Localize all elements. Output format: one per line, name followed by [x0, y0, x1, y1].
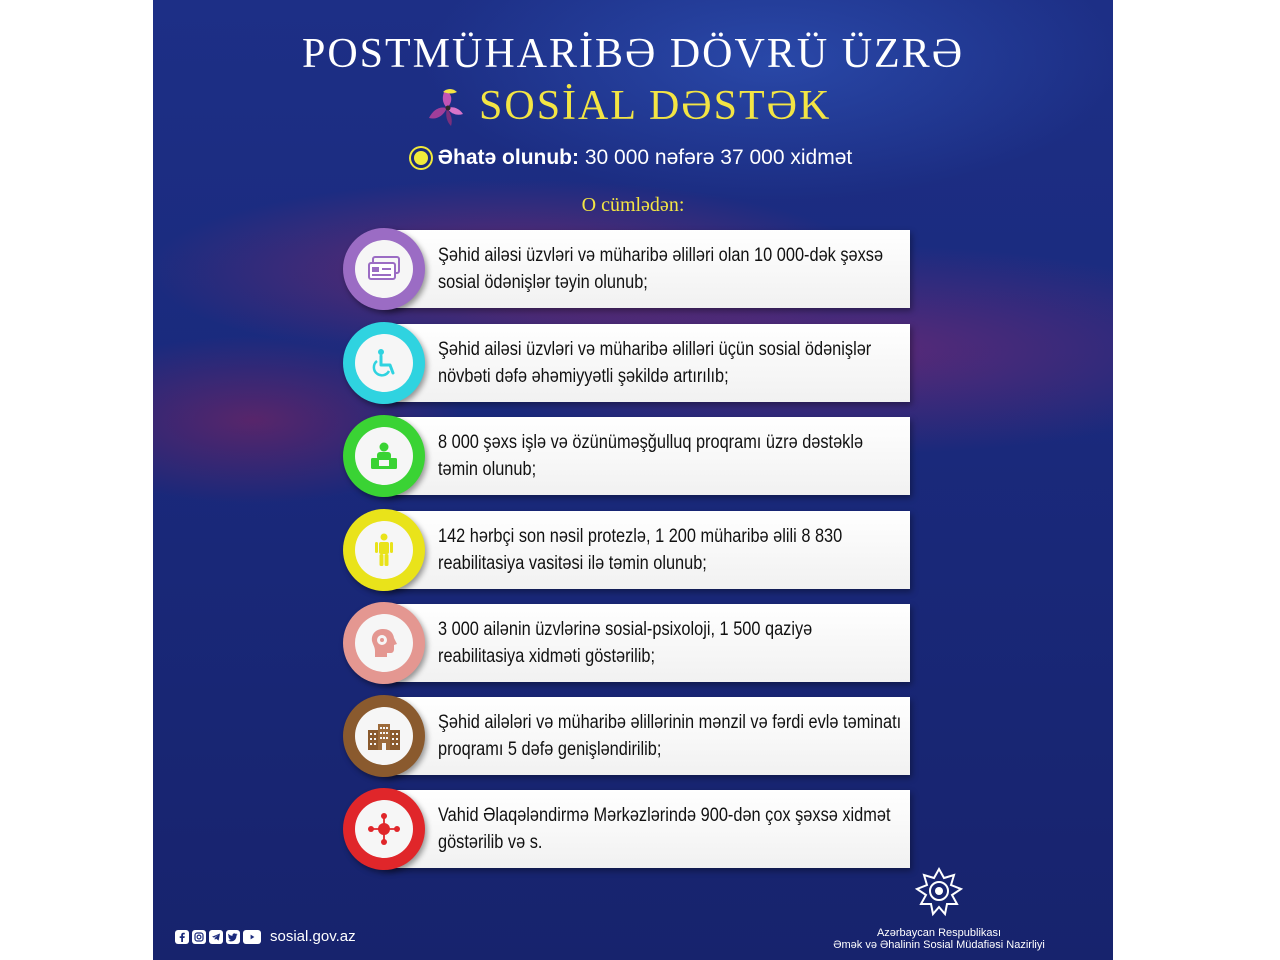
ministry-block: [789, 866, 1089, 951]
facebook-icon[interactable]: [175, 930, 189, 944]
head-brain-icon: [369, 627, 399, 659]
twitter-icon[interactable]: [226, 930, 240, 944]
list-item: [343, 602, 923, 684]
item-icon-circle: [343, 602, 425, 684]
wheelchair-icon: [369, 348, 399, 378]
title-line-2-row: [423, 80, 831, 132]
item-card: [383, 790, 910, 868]
list-item: [343, 788, 923, 870]
ministry-logo-icon: [913, 866, 965, 918]
item-text: Şəhid ailəsi üzvləri və müharibə əlilləri üçün sosial ödənişlər növbəti dəfə əhəmiyyətli şəkildə artırılıb;: [438, 339, 872, 387]
coverage-line: [153, 146, 1113, 170]
item-card: [383, 604, 910, 682]
title-line-2: SOSİAL DƏSTƏK: [479, 83, 832, 129]
person-icon: [374, 533, 394, 567]
item-text: 3 000 ailənin üzvlərinə sosial-psixoloji, 1 500 qaziyə reabilitasiya xidməti göstərilib;: [438, 619, 813, 667]
ministry-line-2: Əmək və Əhalinin Sosial Müdafiəsi Nazirliyi: [833, 939, 1045, 951]
building-icon: [367, 722, 401, 750]
payment-card-icon: [367, 256, 401, 282]
item-text: Şəhid ailəsi üzvləri və müharibə əlilləri olan 10 000-dək şəxsə sosial ödənişlər təyin olunub;: [438, 245, 884, 293]
ministry-line-1: Azərbaycan Respublikası: [876, 927, 1002, 939]
item-text: 8 000 şəxs işlə və özünüməşğulluq proqramı üzrə dəstəklə təmin olunub;: [438, 432, 864, 480]
coverage-value: 30 000 nəfərə 37 000 xidmət: [584, 146, 853, 169]
item-card: [383, 230, 910, 308]
bullet-dot-icon: [414, 151, 428, 165]
telegram-icon[interactable]: [209, 930, 223, 944]
kharibulbul-flower-icon: [423, 84, 467, 128]
item-icon-circle: [343, 322, 425, 404]
item-text: 142 hərbçi son nəsil protezlə, 1 200 müharibə əlili 8 830 reabilitasiya vasitəsi ilə təmin olunub;: [438, 526, 843, 574]
website-link[interactable]: sosial.gov.az: [270, 928, 356, 945]
item-icon-circle: [343, 788, 425, 870]
subtitle: O cümlədən:: [581, 194, 685, 216]
list-item: [343, 509, 923, 591]
youtube-icon[interactable]: [243, 930, 261, 944]
item-icon-circle: [343, 695, 425, 777]
item-card: [383, 697, 910, 775]
poster: [153, 0, 1113, 960]
item-text: Şəhid ailələri və müharibə əlillərinin mənzil və fərdi evlə təminatı proqramı 5 dəfə genişləndirilib;: [438, 712, 902, 760]
item-text: Vahid Əlaqələndirmə Mərkəzlərində 900-dən çox şəxsə xidmət göstərilib və s.: [438, 805, 891, 853]
list-item: [343, 695, 923, 777]
title-line-1: POSTMÜHARİBƏ DÖVRÜ ÜZRƏ: [301, 31, 965, 77]
coverage-label: Əhatə olunub:: [437, 146, 579, 169]
worker-desk-icon: [368, 441, 400, 471]
item-card: [383, 511, 910, 589]
list-item: [343, 228, 923, 310]
item-card: [383, 324, 910, 402]
list-item: [343, 415, 923, 497]
item-icon-circle: [343, 415, 425, 497]
instagram-icon[interactable]: [192, 930, 206, 944]
item-card: [383, 417, 910, 495]
item-icon-circle: [343, 509, 425, 591]
footer-social: [175, 928, 356, 945]
network-hub-icon: [367, 812, 401, 846]
item-icon-circle: [343, 228, 425, 310]
list-item: [343, 322, 923, 404]
